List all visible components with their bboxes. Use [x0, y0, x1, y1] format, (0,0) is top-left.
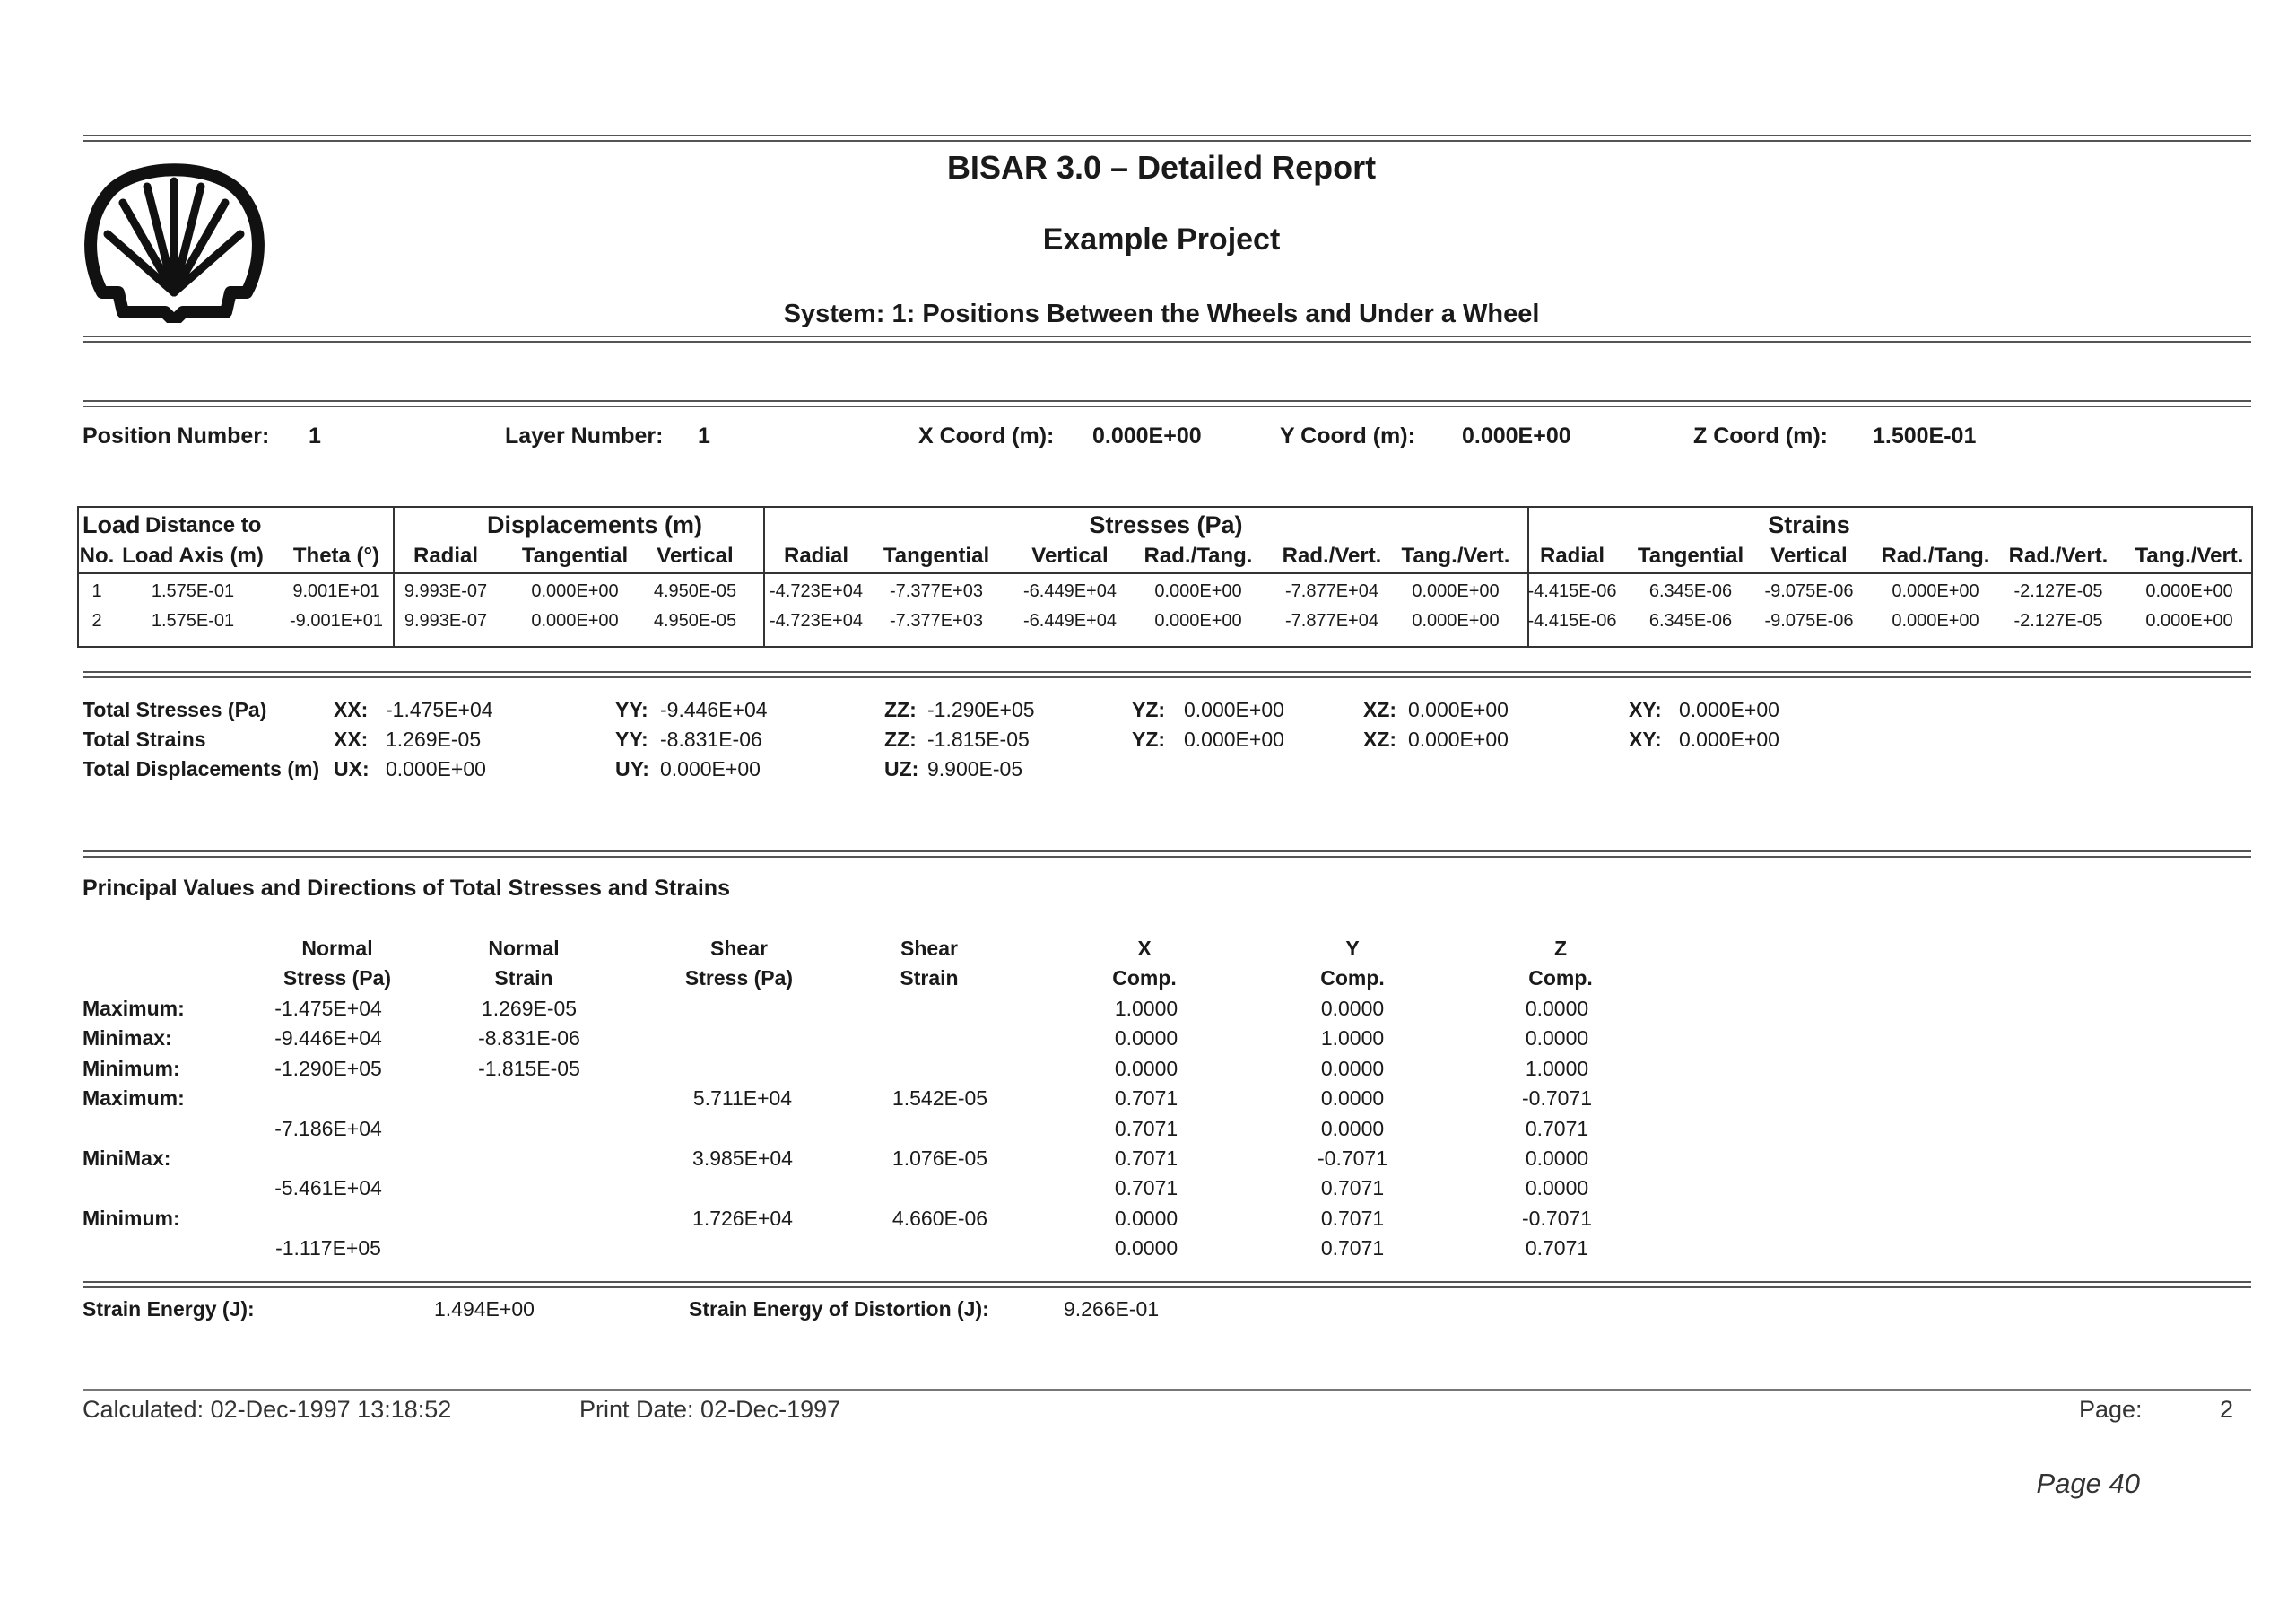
principal-value: -9.446E+04 — [274, 1026, 382, 1051]
principal-value: 0.7071 — [1114, 1176, 1178, 1200]
component-value: 0.000E+00 — [660, 757, 761, 780]
table-cell: 6.345E-06 — [1648, 581, 1733, 601]
principal-value: 0.0000 — [1320, 1086, 1385, 1111]
component-label: XY: — [1629, 698, 1662, 721]
principal-value: 0.0000 — [1114, 1206, 1178, 1230]
column-header: Tangential — [883, 544, 990, 568]
principal-column-header: Comp. — [1320, 966, 1385, 990]
principal-column-header: Strain — [494, 966, 553, 990]
column-header: Tang./Vert. — [1401, 544, 1510, 568]
column-header: Rad./Tang. — [1881, 544, 1990, 568]
principal-row-label: Minimum: — [83, 1206, 180, 1230]
principal-row-label: Maximum: — [83, 997, 185, 1020]
principal-value: -0.7071 — [1317, 1147, 1388, 1170]
column-header: Vertical — [1770, 544, 1848, 568]
principal-value: 1.0000 — [1525, 1056, 1589, 1080]
component-label: UZ: — [884, 757, 919, 780]
distortion-energy-value: 9.266E-01 — [1064, 1297, 1160, 1321]
table-divider — [393, 506, 395, 646]
table-divider — [763, 506, 765, 646]
component-label: ZZ: — [884, 698, 917, 721]
principal-value: 0.0000 — [1114, 1236, 1178, 1260]
principal-column-header: Stress (Pa) — [283, 966, 392, 990]
layer-number-value: 1 — [698, 423, 710, 449]
principal-value: 1.0000 — [1114, 997, 1178, 1020]
table-cell: -4.415E-06 — [1527, 611, 1617, 631]
report-title: BISAR 3.0 – Detailed Report — [946, 149, 1377, 186]
principal-value: -1.290E+05 — [274, 1056, 382, 1080]
principal-value: -0.7071 — [1521, 1206, 1593, 1230]
principal-row-label: Minimax: — [83, 1026, 172, 1051]
column-header: Load Axis (m) — [122, 544, 264, 568]
page-label: Page: — [2079, 1396, 2143, 1423]
principal-bottom-rule — [83, 1281, 2251, 1288]
x-coord-value: 0.000E+00 — [1092, 423, 1202, 449]
table-cell: -4.723E+04 — [770, 581, 863, 601]
y-coord-value: 0.000E+00 — [1462, 423, 1571, 449]
principal-value: -0.7071 — [1521, 1086, 1593, 1111]
principal-value: 0.0000 — [1525, 1026, 1589, 1051]
table-cell: 0.000E+00 — [1892, 611, 1979, 631]
table-cell: 9.001E+01 — [292, 581, 380, 601]
load-column-header: Load — [83, 511, 141, 538]
table-cell: 9.993E-07 — [404, 581, 488, 601]
y-coord-label: Y Coord (m): — [1280, 423, 1415, 449]
table-cell: 0.000E+00 — [1892, 581, 1979, 601]
position-number-label: Position Number: — [83, 423, 270, 449]
principal-value: -1.117E+05 — [275, 1236, 381, 1260]
table-cell: 0.000E+00 — [531, 611, 619, 631]
displacements-group-header: Displacements (m) — [486, 511, 703, 538]
table-cell: 0.000E+00 — [2145, 611, 2233, 631]
table-cell: 2 — [91, 611, 102, 631]
component-label: UY: — [615, 757, 649, 780]
column-header: Vertical — [1031, 544, 1109, 568]
header-bottom-rule — [83, 336, 2251, 343]
strain-energy-label: Strain Energy (J): — [83, 1297, 255, 1321]
principal-row-label: Minimum: — [83, 1056, 180, 1080]
table-cell: 0.000E+00 — [1154, 581, 1242, 601]
table-cell: 0.000E+00 — [1412, 581, 1500, 601]
principal-value: 3.985E+04 — [692, 1147, 793, 1170]
table-cell: 4.950E-05 — [653, 581, 737, 601]
table-cell: 1 — [91, 581, 102, 601]
principal-value: 0.7071 — [1320, 1236, 1385, 1260]
table-cell: 0.000E+00 — [1412, 611, 1500, 631]
principal-value: 0.7071 — [1114, 1147, 1178, 1170]
component-label: YZ: — [1132, 728, 1166, 751]
component-label: XY: — [1629, 728, 1662, 751]
x-coord-label: X Coord (m): — [918, 423, 1055, 449]
principal-value: -5.461E+04 — [274, 1176, 382, 1200]
principal-column-header: X — [1137, 937, 1152, 960]
principal-value: 1.0000 — [1320, 1026, 1385, 1051]
principal-column-header: Normal — [301, 937, 373, 960]
column-header: Rad./Vert. — [2008, 544, 2109, 568]
component-value: 9.900E-05 — [927, 757, 1023, 780]
principal-value: 0.0000 — [1525, 1176, 1589, 1200]
distortion-energy-label: Strain Energy of Distortion (J): — [689, 1297, 989, 1321]
principal-value: 0.7071 — [1114, 1116, 1178, 1140]
principal-value: 0.7071 — [1525, 1236, 1589, 1260]
column-header: Theta (°) — [292, 544, 380, 568]
column-header: No. — [79, 544, 115, 568]
component-value: -1.475E+04 — [386, 698, 493, 721]
principal-column-header: Comp. — [1112, 966, 1177, 990]
table-cell: -7.377E+03 — [890, 581, 983, 601]
principal-value: 1.076E-05 — [891, 1147, 988, 1170]
header-top-rule — [83, 135, 2251, 142]
position-top-rule — [83, 400, 2251, 407]
strain-energy-value: 1.494E+00 — [434, 1297, 535, 1321]
strains-group-header: Strains — [1768, 511, 1850, 538]
component-label: ZZ: — [884, 728, 917, 751]
principal-value: 0.0000 — [1320, 1116, 1385, 1140]
principal-column-header: Y — [1345, 937, 1360, 960]
component-value: 0.000E+00 — [1408, 728, 1509, 751]
table-cell: -4.723E+04 — [770, 611, 863, 631]
totals-row-label: Total Stresses (Pa) — [83, 698, 267, 721]
page-value: 2 — [2219, 1396, 2233, 1423]
table-cell: -4.415E-06 — [1527, 581, 1617, 601]
table-cell: 0.000E+00 — [531, 581, 619, 601]
table-cell: 0.000E+00 — [1154, 611, 1242, 631]
table-cell: -9.075E-06 — [1764, 581, 1854, 601]
principal-value: 0.7071 — [1525, 1116, 1589, 1140]
column-header: Tangential — [521, 544, 629, 568]
table-cell: 9.993E-07 — [404, 611, 488, 631]
principal-top-rule — [83, 850, 2251, 858]
table-cell: -7.877E+04 — [1285, 611, 1378, 631]
column-header: Radial — [413, 544, 479, 568]
z-coord-value: 1.500E-01 — [1873, 423, 1977, 449]
totals-row-label: Total Displacements (m) — [83, 757, 320, 780]
table-cell: 1.575E-01 — [151, 611, 235, 631]
component-value: -1.815E-05 — [927, 728, 1030, 751]
principal-value: -1.475E+04 — [274, 997, 382, 1020]
component-label: XX: — [334, 698, 369, 721]
component-label: YY: — [615, 698, 648, 721]
column-header: Vertical — [657, 544, 734, 568]
principal-value: -8.831E-06 — [478, 1026, 580, 1051]
principal-column-header: Normal — [488, 937, 560, 960]
column-header: Radial — [1539, 544, 1605, 568]
table-cell: -9.001E+01 — [290, 611, 383, 631]
table-cell: -7.377E+03 — [890, 611, 983, 631]
table-cell: 1.575E-01 — [151, 581, 235, 601]
component-value: -1.290E+05 — [927, 698, 1035, 721]
principal-value: 0.0000 — [1525, 997, 1589, 1020]
component-value: 1.269E-05 — [386, 728, 482, 751]
table-cell: -6.449E+04 — [1023, 611, 1117, 631]
project-name: Example Project — [1042, 222, 1281, 257]
totals-top-rule — [83, 671, 2251, 678]
component-label: XZ: — [1363, 728, 1397, 751]
principal-value: 0.0000 — [1525, 1147, 1589, 1170]
principal-value: 1.269E-05 — [481, 997, 578, 1020]
principal-row-label: MiniMax: — [83, 1147, 171, 1170]
component-label: XX: — [334, 728, 369, 751]
principal-value: 0.0000 — [1114, 1056, 1178, 1080]
principal-value: -1.815E-05 — [478, 1056, 580, 1080]
table-cell: -6.449E+04 — [1023, 581, 1117, 601]
table-cell: 6.345E-06 — [1648, 611, 1733, 631]
principal-value: 0.0000 — [1320, 1056, 1385, 1080]
table-cell: -7.877E+04 — [1285, 581, 1378, 601]
column-header: Tang./Vert. — [2135, 544, 2244, 568]
principal-value: 0.7071 — [1320, 1176, 1385, 1200]
principal-column-header: Shear — [900, 937, 958, 960]
component-value: 0.000E+00 — [1408, 698, 1509, 721]
shell-logo-icon — [83, 158, 266, 323]
component-label: YY: — [615, 728, 648, 751]
stresses-group-header: Stresses (Pa) — [1089, 511, 1243, 538]
component-value: 0.000E+00 — [1184, 728, 1284, 751]
component-label: XZ: — [1363, 698, 1397, 721]
principal-column-header: Stress (Pa) — [684, 966, 794, 990]
table-cell: -2.127E-05 — [2013, 581, 2103, 601]
principal-column-header: Strain — [900, 966, 959, 990]
component-value: 0.000E+00 — [1679, 698, 1779, 721]
totals-row-label: Total Strains — [83, 728, 206, 751]
principal-value: 0.7071 — [1114, 1086, 1178, 1111]
component-value: -9.446E+04 — [660, 698, 768, 721]
principal-value: 4.660E-06 — [891, 1206, 988, 1230]
principal-value: 1.726E+04 — [692, 1206, 793, 1230]
column-header: Radial — [783, 544, 849, 568]
component-value: 0.000E+00 — [1184, 698, 1284, 721]
principal-value: 1.542E-05 — [891, 1086, 988, 1111]
principal-value: 0.7071 — [1320, 1206, 1385, 1230]
table-cell: 0.000E+00 — [2145, 581, 2233, 601]
component-label: YZ: — [1132, 698, 1166, 721]
distance-column-header: Distance to — [145, 513, 262, 537]
document-page-number: Page 40 — [2036, 1468, 2140, 1499]
principal-section-title: Principal Values and Directions of Total Stresses and Strains — [83, 876, 730, 901]
principal-column-header: Comp. — [1528, 966, 1593, 990]
footer-rule — [83, 1389, 2251, 1391]
position-number-value: 1 — [309, 423, 321, 449]
column-header: Rad./Tang. — [1144, 544, 1253, 568]
print-date: Print Date: 02-Dec-1997 — [579, 1396, 841, 1423]
component-label: UX: — [334, 757, 370, 780]
calculated-date: Calculated: 02-Dec-1997 13:18:52 — [83, 1396, 452, 1423]
component-value: 0.000E+00 — [1679, 728, 1779, 751]
table-header-rule — [77, 572, 2251, 574]
table-cell: -9.075E-06 — [1764, 611, 1854, 631]
system-title: System: 1: Positions Between the Wheels and Under a Wheel — [783, 300, 1540, 328]
principal-value: 0.0000 — [1320, 997, 1385, 1020]
column-header: Rad./Vert. — [1282, 544, 1382, 568]
table-cell: 4.950E-05 — [653, 611, 737, 631]
layer-number-label: Layer Number: — [505, 423, 664, 449]
column-header: Tangential — [1637, 544, 1744, 568]
principal-row-label: Maximum: — [83, 1086, 185, 1111]
component-value: 0.000E+00 — [386, 757, 486, 780]
principal-value: 0.0000 — [1114, 1026, 1178, 1051]
principal-value: 5.711E+04 — [692, 1086, 793, 1111]
table-cell: -2.127E-05 — [2013, 611, 2103, 631]
principal-column-header: Shear — [710, 937, 768, 960]
principal-value: -7.186E+04 — [274, 1116, 382, 1140]
z-coord-label: Z Coord (m): — [1693, 423, 1828, 449]
component-value: -8.831E-06 — [660, 728, 762, 751]
principal-column-header: Z — [1553, 937, 1568, 960]
